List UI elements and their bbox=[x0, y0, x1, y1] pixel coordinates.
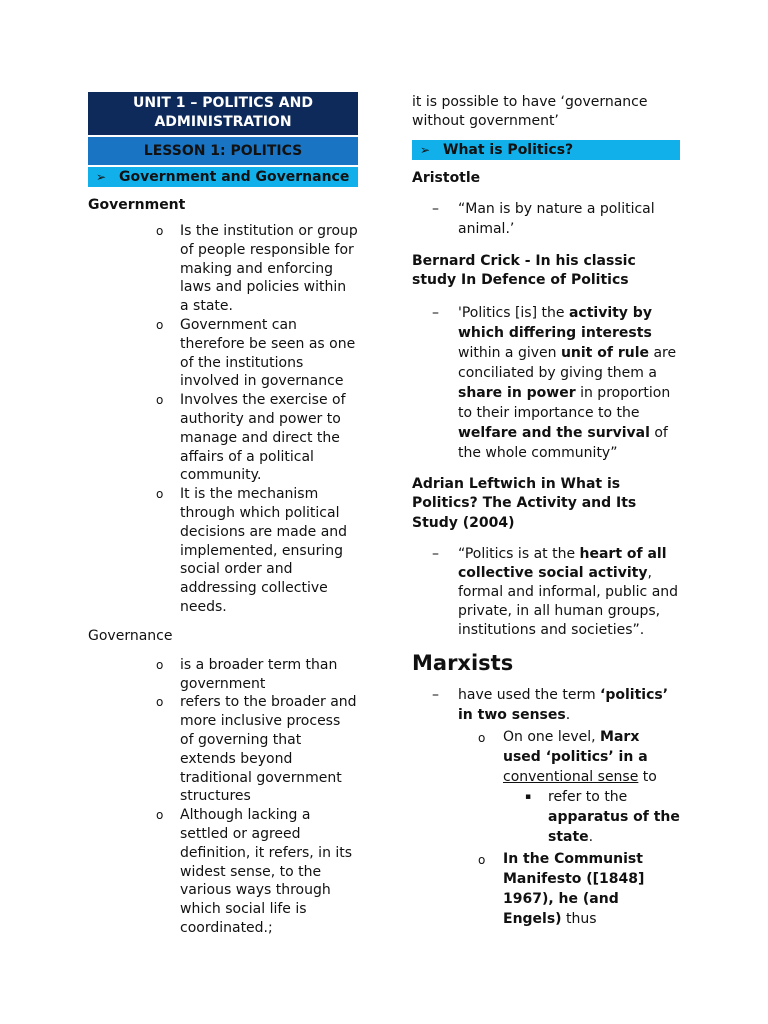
section-bar-government-governance bbox=[88, 167, 358, 187]
circle-bullet-icon: o bbox=[156, 695, 164, 710]
leftwich-author: Adrian Leftwich in What is Politics? The Activity and Its Study (2004) bbox=[412, 475, 637, 531]
list-item: o Involves the exercise of authority and power to manage and direct the affairs of a political community. bbox=[156, 392, 346, 484]
section-title: What is Politics? bbox=[443, 142, 574, 158]
list-item: o Government can therefore be seen as one of the institutions involved in governance bbox=[156, 316, 356, 390]
circle-bullet-icon: o bbox=[156, 487, 164, 502]
square-bullet-icon: ▪ bbox=[525, 792, 532, 802]
arrow-bullet-icon: ➢ bbox=[96, 170, 107, 184]
circle-bullet-icon: o bbox=[156, 317, 164, 332]
dash-bullet-icon: – bbox=[432, 200, 439, 217]
list-item: o is a broader term than government bbox=[156, 656, 338, 692]
lesson-title-banner bbox=[88, 137, 358, 165]
marxists-definition: – have used the term ‘politics’ in two senses. bbox=[432, 687, 669, 723]
list-item: o refers to the broader and more inclusive process of governing that extends beyond traditional government structures bbox=[156, 694, 357, 805]
aristotle-quote: – “Man is by nature a political animal.’ bbox=[432, 200, 655, 237]
circle-bullet-icon: o bbox=[156, 808, 164, 823]
government-list bbox=[88, 222, 358, 617]
leftwich-quote: – “Politics is at the heart of all collective social activity, formal and informal, public and private, in all human groups, institutions and societies”. bbox=[432, 546, 679, 638]
list-item: o It is the mechanism through which political decisions are made and implemented, ensuring social order and addressing collective needs. bbox=[156, 486, 348, 615]
dash-bullet-icon: – bbox=[432, 687, 439, 703]
communist-manifesto: o In the Communist Manifesto ([1848] 1967), he (and Engels) thus bbox=[478, 851, 645, 927]
circle-bullet-icon: o bbox=[156, 393, 164, 408]
section-title: Government and Governance bbox=[119, 169, 350, 185]
unit-title: UNIT 1 – POLITICS AND ADMINISTRATION bbox=[133, 95, 313, 130]
unit-title-banner bbox=[88, 92, 358, 135]
apparatus-of-state: ▪ refer to the apparatus of the state. bbox=[525, 789, 680, 845]
governance-heading: Governance bbox=[88, 627, 173, 644]
arrow-bullet-icon: ➢ bbox=[420, 143, 431, 157]
left-column bbox=[88, 92, 358, 938]
list-item: o Although lacking a settled or agreed definition, it refers, in its widest sense, to the various ways through which social life is coordinated.; bbox=[156, 807, 353, 936]
governance-list bbox=[88, 656, 358, 938]
circle-bullet-icon: o bbox=[156, 224, 164, 238]
government-heading: Government bbox=[88, 197, 186, 213]
circle-bullet-icon: o bbox=[478, 853, 486, 867]
aristotle-author: Aristotle bbox=[412, 170, 481, 186]
dash-bullet-icon: – bbox=[432, 546, 439, 562]
crick-author: Bernard Crick - In his classic study In Defence of Politics bbox=[412, 252, 636, 288]
circle-bullet-icon: o bbox=[478, 731, 486, 745]
right-column bbox=[412, 93, 680, 929]
dash-bullet-icon: – bbox=[432, 304, 439, 321]
marxists-heading: Marxists bbox=[412, 651, 514, 675]
lesson-title: LESSON 1: POLITICS bbox=[143, 143, 303, 159]
section-bar-what-is-politics bbox=[412, 140, 680, 160]
circle-bullet-icon: o bbox=[156, 657, 164, 672]
crick-quote: – 'Politics [is] the activity by which differing interests within a given unit of rule are conciliated by giving them a share in power in proportion to their importance to the welfare and the survival of the whole community” bbox=[432, 304, 677, 461]
list-item: o Is the institution or group of people responsible for making and enforcing laws and policies within a state. bbox=[156, 223, 358, 315]
marx-conventional-sense: o On one level, Marx used ‘politics’ in a conventional sense to bbox=[478, 729, 657, 785]
intro-text: it is possible to have ‘governance without government’ bbox=[412, 94, 648, 129]
